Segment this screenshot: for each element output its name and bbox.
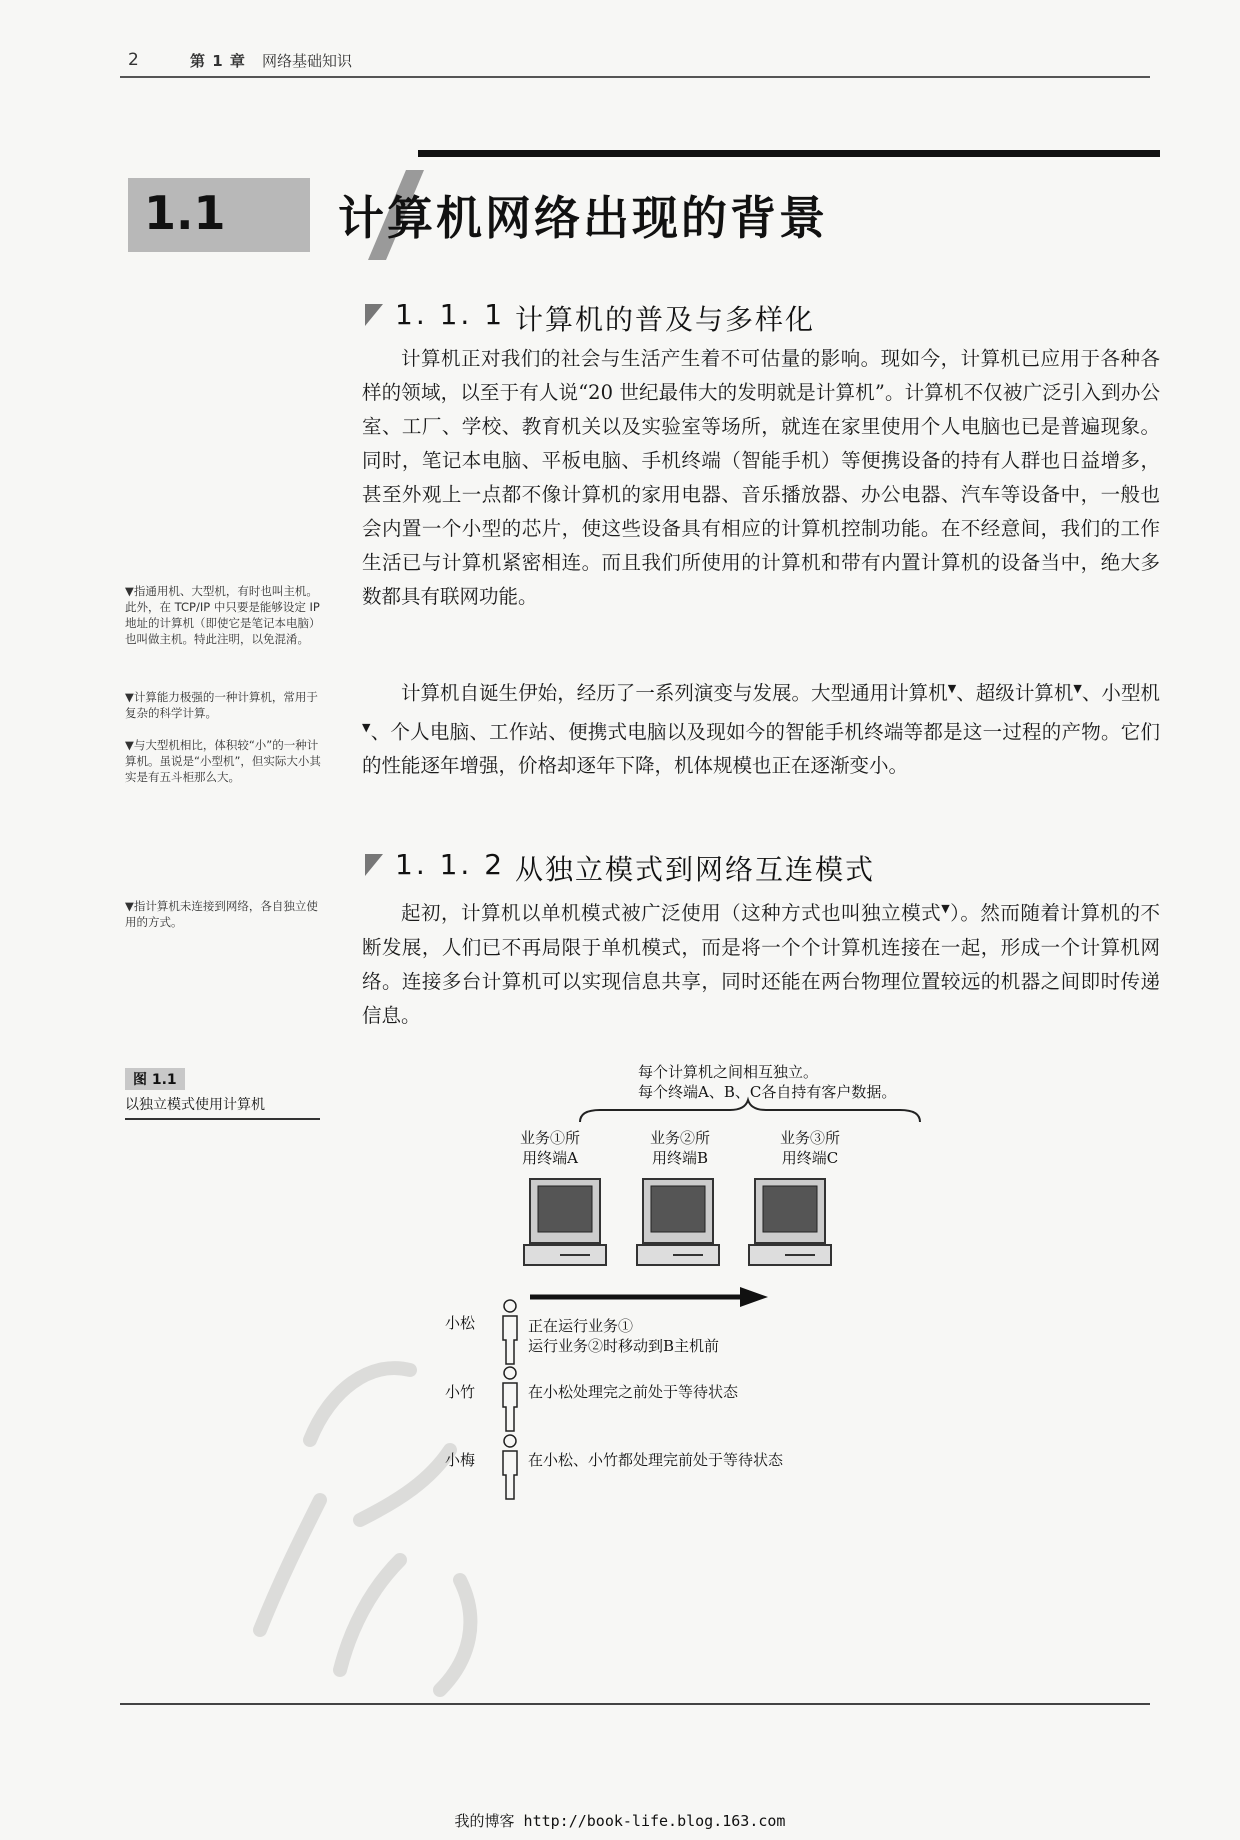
figure-title: 以独立模式使用计算机	[125, 1097, 265, 1113]
section-heading	[128, 150, 1160, 260]
footnote-mark: ▼	[362, 720, 371, 734]
person-status: 运行业务②时移动到B主机前	[528, 1337, 720, 1355]
paragraph-text: 计算机自诞生伊始，经历了一系列演变与发展。大型通用计算机	[401, 681, 948, 705]
figure-label: 图 1.1	[125, 1068, 185, 1090]
subsection-number: 1. 1. 2	[395, 848, 506, 881]
figure-caption	[125, 1068, 320, 1120]
footer-rule	[120, 1703, 1150, 1705]
person-name: 小梅	[445, 1451, 476, 1469]
paragraph-text: 、个人电脑、工作站、便携式电脑以及现如今的智能手机终端等都是这一过程的产物。它们的性能逐年增强，价格却逐年下降，机体规模也正在逐渐变小。	[362, 720, 1160, 777]
terminal-label: 业务③所	[779, 1129, 840, 1147]
computer-terminal-b-icon	[633, 1175, 723, 1275]
margin-note: ▼与大型机相比，体积较“小”的一种计算机。虽说是“小型机”，但实际大小其实是有五斗柜那么大。	[125, 738, 321, 784]
terminal-label: 用终端B	[651, 1149, 709, 1167]
blog-footer-link[interactable]: 我的博客 http://book-life.blog.163.com	[454, 1812, 786, 1830]
margin-note: ▼指通用机、大型机，有时也叫主机。此外，在 TCP/IP 中只要是能够设定 IP 地址的计算机（即使它是笔记本电脑）也叫做主机。特此注明，以免混淆。	[125, 584, 321, 646]
person-status: 在小松处理完之前处于等待状态	[528, 1383, 739, 1401]
paragraph-text: 起初，计算机以单机模式被广泛使用（这种方式也叫独立模式	[401, 901, 942, 925]
computer-terminal-c-icon	[745, 1175, 835, 1275]
paragraph-text: ）。然而随着计算机的不断发展，人们已不再局限于单机模式，而是将一个个计算机连接在一起，形成一个计算机网络。连接多台计算机可以实现信息共享，同时还能在两台物理位置较远的机器之间即时传递信息。	[362, 901, 1160, 1027]
diagram-note: 每个终端A、B、C各自持有客户数据。	[638, 1083, 897, 1101]
footnote-mark: ▼	[1073, 682, 1082, 695]
paragraph: 计算机正对我们的社会与生活产生着不可估量的影响。现如今，计算机已应用于各种各样的领域，以至于有人说“20 世纪最伟大的发明就是计算机”。计算机不仅被广泛引入到办公室、工厂、学校、教育机关以及实验室等场所，就连在家里使用个人电脑也已是普遍现象。同时，笔记本电脑、平板电脑、手机终端（智能手机）等便携设备的持有人群也日益增多，甚至外观上一点都不像计算机的家用电器、音乐播放器、办公电器、汽车等设备中，一般也会内置一个小型的芯片，使这些设备具有相应的计算机控制功能。在不经意间，我们的工作生活已与计算机紧密相连。而且我们所使用的计算机和带有内置计算机的设备当中，绝大多数都具有联网功能。	[362, 347, 1160, 608]
margin-note: ▼计算能力极强的一种计算机，常用于复杂的科学计算。	[125, 690, 318, 720]
person-status: 在小松、小竹都处理完前处于等待状态	[528, 1451, 784, 1469]
terminal-label: 用终端C	[781, 1149, 839, 1167]
subsection-title: 从独立模式到网络互连模式	[515, 853, 876, 886]
paragraph-text: 、超级计算机	[956, 681, 1074, 705]
library-seal-watermark-icon	[200, 1330, 530, 1720]
terminal-label: 业务②所	[649, 1129, 710, 1147]
subsection-heading-1	[365, 298, 1065, 338]
section-number: 1.1	[144, 186, 226, 240]
footnote-mark: ▼	[941, 902, 951, 915]
paragraph-text: 、小型机	[1081, 681, 1160, 705]
terminal-label: 业务①所	[519, 1129, 580, 1147]
subsection-title: 计算机的普及与多样化	[515, 303, 816, 336]
paragraph	[362, 672, 1160, 783]
diagram-note: 每个计算机之间相互独立。	[638, 1063, 819, 1081]
chapter-label: 第 1 章	[190, 52, 246, 70]
section-top-bar	[418, 150, 1160, 157]
chapter-title: 网络基础知识	[262, 52, 353, 70]
person-name: 小竹	[445, 1383, 476, 1401]
running-header	[0, 0, 1240, 90]
margin-note: ▼指计算机未连接到网络，各自独立使用的方式。	[125, 899, 318, 929]
footnote-mark: ▼	[947, 682, 957, 695]
subsection-heading-2	[365, 848, 1065, 888]
standalone-mode-diagram	[445, 1050, 1000, 1530]
terminal-label: 用终端A	[522, 1149, 578, 1167]
caption-rule	[125, 1118, 320, 1120]
computer-terminal-a-icon	[520, 1175, 610, 1275]
subsection-number: 1. 1. 1	[395, 298, 506, 331]
person-status: 正在运行业务①	[528, 1317, 634, 1335]
paragraph	[362, 892, 1160, 1033]
page-number: 2	[128, 50, 139, 70]
person-name: 小松	[445, 1314, 476, 1332]
header-rule	[120, 76, 1150, 78]
section-title: 计算机网络出现的背景	[338, 191, 828, 245]
triangle-marker-icon	[365, 854, 383, 876]
triangle-marker-icon	[365, 304, 383, 326]
